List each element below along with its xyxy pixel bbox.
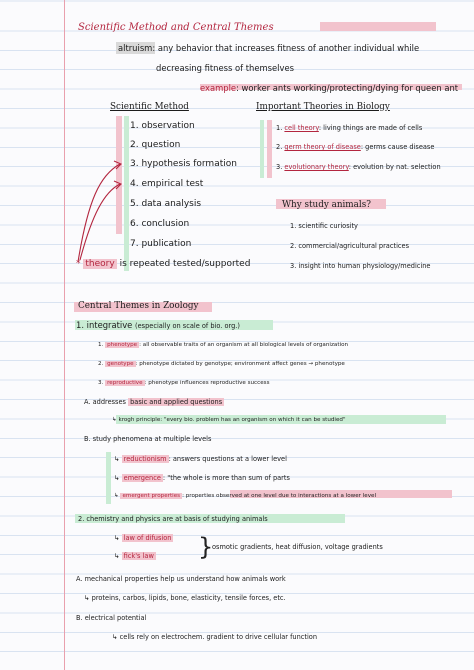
method-step: 7. publication	[130, 239, 192, 249]
theory-name: cell theory	[284, 124, 319, 132]
brace-icon: }	[198, 533, 214, 561]
addresses-line: A. addresses basic and applied questions	[84, 398, 223, 406]
method-step: 4. empirical test	[130, 179, 204, 189]
applied-questions: basic and applied questions	[130, 398, 223, 406]
level-item: ↳ emergence : "the whole is more than sum of parts	[114, 474, 290, 482]
level-term: emergence	[123, 474, 161, 482]
level-term: emergent properties	[122, 493, 181, 499]
arrow-icon: ↳	[114, 474, 120, 482]
why-study-heading: Why study animals?	[282, 200, 371, 210]
mechanical-line: A. mechanical properties help us understand how animals work	[76, 575, 286, 583]
arrow-icon: ↳	[112, 633, 118, 641]
level-item: ↳ emergent properties : properties observed at one level due to interactions at a lower level	[114, 493, 377, 499]
method-step: 6. conclusion	[130, 219, 190, 229]
arrow-icon: ↳	[114, 552, 120, 560]
krogh-line: ↳ krogh principle: "every bio. problem has an organism on which it can be studied"	[112, 417, 346, 423]
why-item: 2. commercial/agricultural practices	[290, 242, 410, 250]
altruism-definition: : any behavior that increases fitness of another individual while	[152, 43, 420, 53]
method-step: 5. data analysis	[130, 199, 202, 209]
arrow-icon: ↳	[114, 455, 120, 463]
arrow-icon: ↳	[114, 493, 119, 499]
zoology-heading: Central Themes in Zoology	[78, 301, 199, 311]
multiple-levels-line: B. study phenomena at multiple levels	[84, 435, 212, 443]
arrow-to-hypothesis	[78, 164, 120, 262]
scientific-method-heading: Scientific Method	[110, 102, 189, 112]
theory-item: 2. germ theory of disease: germs cause disease	[276, 143, 435, 151]
integrative-label: 1. integrative	[76, 320, 133, 330]
sub-term: reproductive	[107, 380, 143, 386]
zoology-sub-item: 2. genotype : phenotype dictated by genotype; environment affect genes → phenotype	[98, 361, 345, 367]
arrow-icon: ↳	[114, 534, 120, 542]
example-text: : worker ants working/protecting/dying for queen ant	[236, 83, 459, 93]
theories-heading: Important Theories in Biology	[256, 102, 390, 112]
altruism-line-2: decreasing fitness of themselves	[156, 63, 294, 73]
altruism-term: altruism	[118, 43, 153, 53]
zoology-sub-item: 1. phenotype : all observable traits of an organism at all biological levels of organization	[98, 342, 349, 348]
electrical-line: B. electrical potential	[76, 614, 147, 622]
theory-term: theory	[85, 259, 115, 269]
theory-item: 3. evolutionary theory: evolution by nat. selection	[276, 163, 441, 171]
method-step: 2. question	[130, 140, 181, 150]
why-item: 3. insight into human physiology/medicine	[290, 262, 431, 270]
laws-note: osmotic gradients, heat diffusion, voltage gradients	[212, 543, 383, 551]
page-title: Scientific Method and Central Themes	[78, 22, 274, 33]
chemistry-physics-line: 2. chemistry and physics are at basis of studying animals	[78, 515, 268, 523]
example-label: example	[200, 83, 237, 93]
arrow-icon: ↳	[112, 417, 117, 423]
method-step: 1. observation	[130, 121, 195, 131]
law-name: fick's law	[123, 552, 154, 560]
level-term: reductionism	[123, 455, 167, 463]
theory-item: 1. cell theory: living things are made of cells	[276, 124, 423, 132]
theory-text: is repeated tested/supported	[119, 259, 251, 269]
integrative-note: (especially on scale of bio. org.)	[135, 322, 240, 330]
why-item: 1. scientific curiosity	[290, 222, 358, 230]
mechanical-sub: ↳ proteins, carbos, lipids, bone, elasticity, tensile forces, etc.	[84, 594, 286, 602]
sub-term: phenotype	[107, 342, 138, 348]
asterisk-icon: *	[76, 259, 81, 269]
electrical-sub: ↳ cells rely on electrochem. gradient to drive cellular function	[112, 633, 318, 641]
method-step: 3. hypothesis formation	[130, 159, 237, 169]
level-item: ↳ reductionism : answers questions at a lower level	[114, 455, 287, 463]
sub-term: genotype	[107, 361, 134, 367]
theory-name: germ theory of disease	[284, 143, 361, 151]
zoology-sub-item: 3. reproductive : phenotype influences reproductive success	[98, 380, 270, 386]
arrow-icon: ↳	[84, 594, 90, 602]
law-name: law of difusion	[123, 534, 172, 542]
theory-name: evolutionary theory	[284, 163, 349, 171]
